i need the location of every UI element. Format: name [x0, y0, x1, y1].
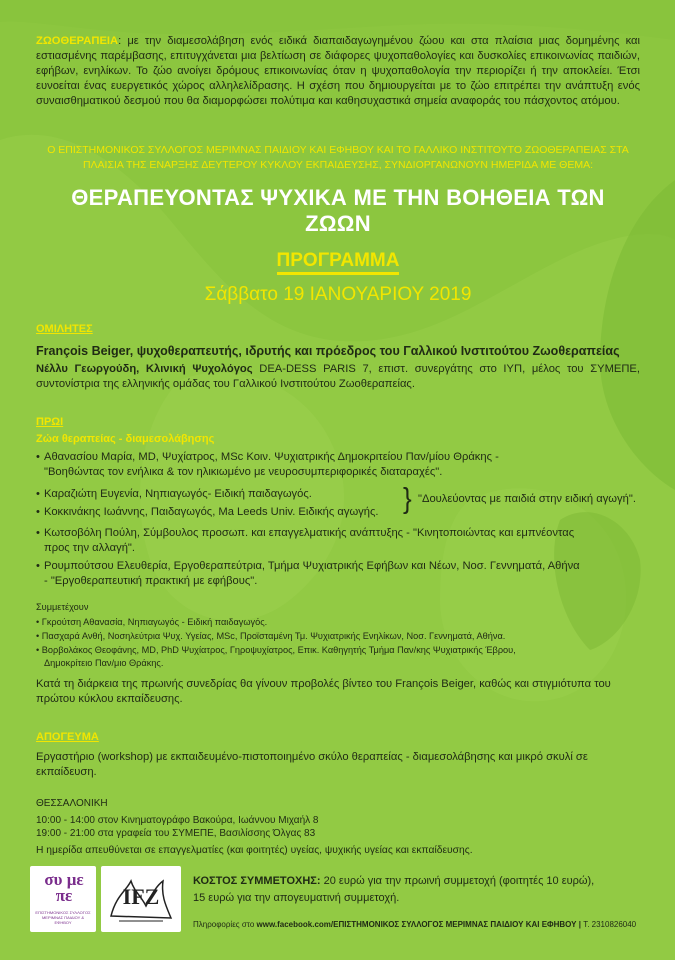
morning-heading: ΠΡΩΙ: [36, 416, 64, 428]
participant-text: Βορβολάκος Θεοφάνης, MD, PhD Ψυχίατρος, Γηροψυχίατρος, Επικ. Καθηγητής Τμήμα Παν/κης Ψυχιατρικής Έβρου,: [41, 645, 516, 655]
symepe-logo: [30, 866, 96, 932]
info-phone: Τ. 2310826040: [583, 920, 637, 929]
facebook-link[interactable]: www.facebook.com/ΕΠΙΣΤΗΜΟΝΙΚΟΣ ΣΥΛΛΟΓΟΣ ΜΕΡΙΜΝΑΣ ΠΑΙΔΙΟΥ ΚΑΙ ΕΦΗΒΟΥ: [256, 920, 577, 929]
list-item-continuation: προς την αλλαγή".: [44, 542, 135, 554]
cost-line-2: 15 ευρώ για την απογευματινή συμμετοχή.: [193, 892, 400, 904]
list-item-continuation: "Βοηθώντας τον ενήλικα & τον ηλικιωμένο με νευροσυμπεριφορικές διαταραχές".: [44, 466, 443, 478]
program-heading: [36, 250, 640, 272]
city-label: ΘΕΣΣΑΛΟΝΙΚΗ: [36, 798, 108, 809]
ifz-logo: [101, 866, 181, 932]
participant: • Γκρούτση Αθανασία, Νηπιαγωγός - Ειδική παιδαγωγός.: [36, 617, 268, 627]
brace-symbol: }: [403, 481, 412, 515]
video-note: Κατά τη διάρκεια της πρωινής συνεδρίας θα γίνουν προβολές βίντεο του François Beiger, καθώς και στιγμιότυπα του πρώτου κύκλου εκπαίδευσης.: [36, 678, 611, 705]
cost-block: [193, 873, 633, 907]
speakers-heading: ΟΜΙΛΗΤΕΣ: [36, 323, 93, 335]
list-item-text: Κωτσοβόλη Πούλη, Σύμβουλος προσωπ. και επαγγελματικής ανάπτυξης - "Κινητοποιώντας και εμπνέοντας: [44, 527, 575, 539]
list-item: • Αθανασίου Μαρία, MD, Ψυχίατρος, MSc Κοιν. Ψυχιατρικής Δημοκριτείου Παν/μίου Θράκης -: [36, 451, 499, 463]
workshop-description: Εργαστήριο (workshop) με εκπαιδευμένο-πιστοποιημένο σκύλο θεραπείας - διαμεσολάβησης και μικρό σκυλί σε εκπαίδευση.: [36, 751, 588, 778]
cost-line-1: 20 ευρώ για την πρωινή συμμετοχή (φοιτητές 10 ευρώ),: [320, 875, 595, 887]
afternoon-heading: ΑΠΟΓΕΥΜΑ: [36, 731, 99, 743]
speaker-2-desc: DEA-DESS PARIS 7, επιστ. συνεργάτης στο ΙΥΠ, μέλος του ΣΥΜΕΠΕ, συντονίστρια της ελληνικής ομάδας του Γαλλικού Ινστιτούτου Ζωοθεραπείας.: [36, 363, 641, 390]
participant-continuation: Δημοκρίτειο Παν/μιο Θράκης.: [44, 658, 164, 668]
brace-caption: "Δουλεύοντας με παιδιά στην ειδική αγωγή".: [418, 493, 636, 505]
list-item-text: Κοκκινάκης Ιωάννης, Παιδαγωγός, Ma Leeds Univ. Ειδικής αγωγής.: [44, 506, 379, 518]
symepe-logo-text: συ με πε: [44, 870, 84, 905]
schedule-line: 19:00 - 21:00 στα γραφεία του ΣΥΜΕΠΕ, Βασιλίσσης Όλγας 83: [36, 828, 316, 839]
info-footer: [193, 920, 663, 929]
list-item: • Καραζιώτη Ευγενία, Νηπιαγωγός- Ειδική παιδαγωγός.: [36, 488, 312, 500]
event-date: Σάββατο 19 ΙΑΝΟΥΑΡΙΟΥ 2019: [204, 284, 472, 305]
therapy-subheading: Ζώα θεραπείας - διαμεσολάβησης: [36, 433, 215, 445]
speaker-2-name: Νέλλυ Γεωργούδη, Κλινική Ψυχολόγος: [36, 363, 253, 375]
list-item-text: Καραζιώτη Ευγενία, Νηπιαγωγός- Ειδική παιδαγωγός.: [44, 488, 312, 500]
info-separator: |: [576, 920, 584, 929]
list-item-continuation: - "Εργοθεραπευτική πρακτική με εφήβους".: [44, 575, 258, 587]
participant: • Βορβολάκος Θεοφάνης, MD, PhD Ψυχίατρος, Γηροψυχίατρος, Επικ. Καθηγητής Τμήμα Παν/κης Ψυχιατρικής Έβρου,: [36, 645, 516, 655]
program-heading-text: ΠΡΟΓΡΑΜΜΑ: [277, 250, 400, 275]
event-title: ΘΕΡΑΠΕΥΟΝΤΑΣ ΨΥΧΙΚΑ ΜΕ ΤΗΝ ΒΟΗΘΕΙΑ ΤΩΝ ΖΩΩΝ: [71, 185, 605, 236]
speaker-1: François Beiger, ψυχοθεραπευτής, ιδρυτής και πρόεδρος του Γαλλικού Ινστιτούτου Ζωοθεραπείας: [36, 344, 620, 358]
list-item-text: Αθανασίου Μαρία, MD, Ψυχίατρος, MSc Κοιν. Ψυχιατρικής Δημοκριτείου Παν/μίου Θράκης -: [44, 451, 499, 463]
schedule-line: 10:00 - 14:00 στον Κινηματογράφο Βακούρα, Ιωάννου Μιχαήλ 8: [36, 815, 319, 826]
list-item: • Ρουμπούτσου Ελευθερία, Εργοθεραπεύτρια, Τμήμα Ψυχιατρικής Εφήβων και Νέων, Νοσ. Γεννηματά, Αθήνα: [36, 560, 580, 572]
intro-body: : με την διαμεσολάβηση ενός ειδικά διαπαιδαγωγημένου ζώου και στα πλαίσια μιας δομημένης και εστιασμένης παρέμβασης, επιτυγχάνεται μια βελτίωση σε διάφορες ψυχοπαθολογίες και δυσκολίες επικοινωνίας παιδιών, εφήβων, ενηλίκων. Το ζώο ανοίγει δρόμους επικοινωνίας όταν η ψυχοπαθολογία την περιορίζει ή την αποκλείει. Έτσι ευνοείται ένας ευεργετικός χώρος αλληλελίδρασης. Η σχέση που δημιουργείται με το ζώο επιτρέπει την ανάπτυξη ενός συναισθηματικού δεσμού που θα διαμορφώσει πολύτιμα και καθησυχαστικά σημεία αναφοράς του πάσχοντος ατόμου.: [36, 35, 640, 107]
intro-paragraph: [36, 34, 640, 109]
audience-note: Η ημερίδα απευθύνεται σε επαγγελματίες (και φοιτητές) υγείας, ψυχικής υγείας και εκπαίδευσης.: [36, 845, 473, 856]
info-prefix: Πληροφορίες στο: [193, 920, 257, 929]
ifz-logo-text: IFZ: [122, 884, 160, 909]
participant: • Πασχαρά Ανθή, Νοσηλεύτρια Ψυχ. Υγείας, MSc, Προϊσταμένη Τμ. Ψυχιατρικής Ενηλίκων, Νοσ. Γεννηματά, Αθήνα.: [36, 631, 506, 641]
event-announcement: Ο ΕΠΙΣΤΗΜΟΝΙΚΟΣ ΣΥΛΛΟΓΟΣ ΜΕΡΙΜΝΑΣ ΠΑΙΔΙΟΥ ΚΑΙ ΕΦΗΒΟΥ ΚΑΙ ΤΟ ΓΑΛΛΙΚΟ ΙΝΣΤΙΤΟΥΤΟ ΖΩΟΘΕΡΑΠΕΙΑΣ ΣΤΑ ΠΛΑΙΣΙΑ ΤΗΣ ΕΝΑΡΞΗΣ ΔΕΥΤΕΡΟΥ ΚΥΚΛΟΥ ΕΚΠΑΙΔΕΥΣΗΣ, ΣΥΝΔΙΟΡΓΑΝΩΝΟΥΝ ΗΜΕΡΙΔΑ ΜΕ ΘΕΜΑ:: [47, 144, 629, 171]
intro-lead: ΖΩΟΘΕΡΑΠΕΙΑ: [36, 35, 119, 47]
participants-heading: Συμμετέχουν: [36, 602, 89, 612]
symepe-logo-subtext: ΕΠΙΣΤΗΜΟΝΙΚΟΣ ΣΥΛΛΟΓΟΣ ΜΕΡΙΜΝΑΣ ΠΑΙΔΙΟΥ & ΕΦΗΒΟΥ: [35, 910, 91, 925]
list-item: • Κωτσοβόλη Πούλη, Σύμβουλος προσωπ. και επαγγελματικής ανάπτυξης - "Κινητοποιώντας και εμπνέοντας: [36, 527, 575, 539]
speaker-2: [36, 362, 640, 392]
participant-text: Γκρούτση Αθανασία, Νηπιαγωγός - Ειδική παιδαγωγός.: [41, 617, 268, 627]
participant-text: Πασχαρά Ανθή, Νοσηλεύτρια Ψυχ. Υγείας, MSc, Προϊσταμένη Τμ. Ψυχιατρικής Ενηλίκων, Νοσ. Γεννηματά, Αθήνα.: [41, 631, 506, 641]
cost-label: ΚΟΣΤΟΣ ΣΥΜΜΕΤΟΧΗΣ:: [193, 875, 321, 887]
list-item-text: Ρουμπούτσου Ελευθερία, Εργοθεραπεύτρια, Τμήμα Ψυχιατρικής Εφήβων και Νέων, Νοσ. Γεννηματά, Αθήνα: [44, 560, 580, 572]
list-item: • Κοκκινάκης Ιωάννης, Παιδαγωγός, Ma Leeds Univ. Ειδικής αγωγής.: [36, 506, 379, 518]
